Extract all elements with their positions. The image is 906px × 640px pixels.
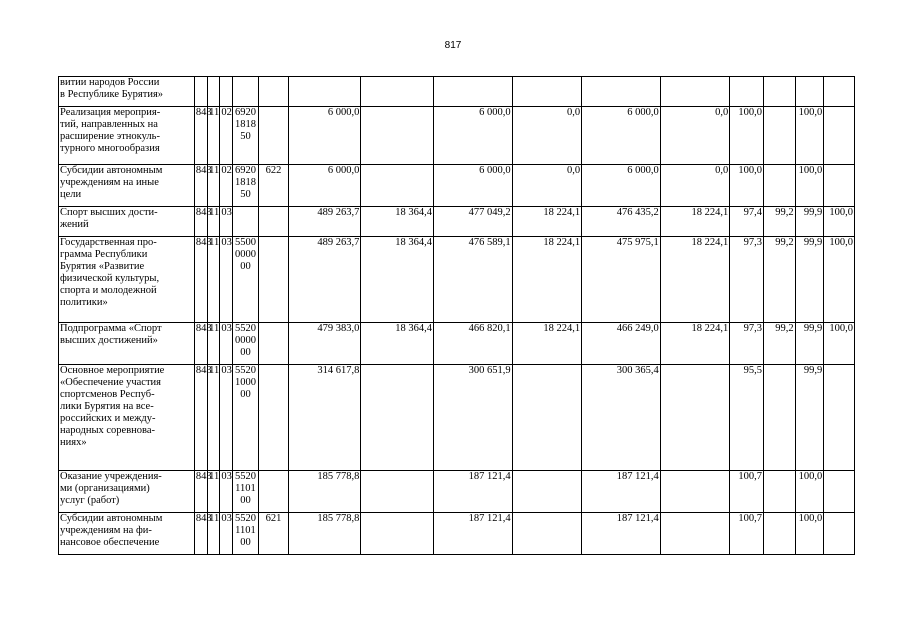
table-cell: 843 [194, 323, 207, 365]
table-cell [232, 207, 259, 237]
table-cell [259, 207, 289, 237]
table-cell: 622 [259, 165, 289, 207]
row-name-cell: Основное мероприятие «Обеспечение участия спортсменов Респуб- лики Бурятия на все- российских и между- народных соревнова- ниях» [59, 365, 195, 471]
row-name-cell: Оказание учреждения- ми (организациями) услуг (работ) [59, 471, 195, 513]
table-cell: 11 [208, 165, 220, 207]
table-cell [660, 77, 729, 107]
table-cell [660, 471, 729, 513]
table-cell: 100,0 [730, 107, 764, 165]
table-cell [763, 77, 795, 107]
table-cell: 02 [220, 165, 232, 207]
row-name-cell: витии народов России в Республике Бурятия» [59, 77, 195, 107]
table-cell [763, 513, 795, 555]
table-cell [730, 77, 764, 107]
row-name-cell: Субсидии автономным учреждениям на фи- нансовое обеспечение [59, 513, 195, 555]
table-row [59, 365, 855, 471]
table-cell [361, 77, 434, 107]
row-name-cell: Государственная про- грамма Республики Бурятия «Развитие физической культуры, спорта и молодежной политики» [59, 237, 195, 323]
table-cell: 187 121,4 [582, 513, 661, 555]
table-cell: 187 121,4 [582, 471, 661, 513]
table-cell: 18 364,4 [361, 207, 434, 237]
table-cell: 18 224,1 [512, 207, 581, 237]
table-cell: 100,0 [824, 207, 855, 237]
table-cell: 02 [220, 107, 232, 165]
table-cell [259, 365, 289, 471]
table-cell [763, 365, 795, 471]
table-cell [763, 471, 795, 513]
table-cell: 97,3 [730, 323, 764, 365]
table-cell: 03 [220, 365, 232, 471]
table-cell [824, 77, 855, 107]
table-cell: 03 [220, 237, 232, 323]
table-row [59, 323, 855, 365]
table-cell: 99,9 [795, 237, 824, 323]
table-cell: 0,0 [660, 165, 729, 207]
table-cell: 99,2 [763, 323, 795, 365]
table-cell: 6920 1818 50 [232, 165, 259, 207]
table-cell: 5520 1000 00 [232, 365, 259, 471]
table-cell: 100,0 [795, 165, 824, 207]
table-cell: 843 [194, 207, 207, 237]
table-cell: 11 [208, 323, 220, 365]
table-cell [512, 471, 581, 513]
table-row [59, 513, 855, 555]
table-cell: 5520 0000 00 [232, 323, 259, 365]
table-cell: 843 [194, 471, 207, 513]
table-cell: 03 [220, 323, 232, 365]
table-cell [259, 323, 289, 365]
table-row [59, 207, 855, 237]
table-cell [433, 77, 512, 107]
page-number: 817 [444, 40, 462, 51]
table-cell: 100,0 [824, 237, 855, 323]
table-cell: 99,2 [763, 207, 795, 237]
table-cell: 300 651,9 [433, 365, 512, 471]
table-cell: 5520 1101 00 [232, 471, 259, 513]
table-row [59, 77, 855, 107]
table-cell: 475 975,1 [582, 237, 661, 323]
table-cell [824, 513, 855, 555]
table-cell [259, 77, 289, 107]
table-cell: 18 224,1 [660, 323, 729, 365]
table-cell [361, 471, 434, 513]
table-cell: 11 [208, 365, 220, 471]
table-cell: 99,9 [795, 207, 824, 237]
table-cell: 11 [208, 237, 220, 323]
table-cell: 185 778,8 [288, 513, 361, 555]
table-cell: 187 121,4 [433, 513, 512, 555]
table-cell: 6920 1818 50 [232, 107, 259, 165]
table-cell: 843 [194, 365, 207, 471]
table-cell [259, 471, 289, 513]
table-cell: 18 224,1 [512, 323, 581, 365]
table-cell: 185 778,8 [288, 471, 361, 513]
table-cell [763, 107, 795, 165]
table-cell [259, 107, 289, 165]
table-body [59, 77, 855, 555]
table-cell: 466 820,1 [433, 323, 512, 365]
table-cell: 11 [208, 107, 220, 165]
table-cell: 843 [194, 165, 207, 207]
table-cell: 18 224,1 [660, 207, 729, 237]
table-cell: 187 121,4 [433, 471, 512, 513]
row-name-cell: Подпрограмма «Спорт высших достижений» [59, 323, 195, 365]
table-cell [795, 77, 824, 107]
table-cell: 6 000,0 [582, 107, 661, 165]
row-name-cell: Спорт высших дости- жений [59, 207, 195, 237]
table-cell: 466 249,0 [582, 323, 661, 365]
table-cell: 99,2 [763, 237, 795, 323]
table-cell [660, 513, 729, 555]
table-cell: 11 [208, 207, 220, 237]
table-cell: 0,0 [512, 165, 581, 207]
table-cell [288, 77, 361, 107]
table-cell [824, 107, 855, 165]
table-cell: 476 435,2 [582, 207, 661, 237]
table-cell [763, 165, 795, 207]
budget-table [58, 76, 855, 555]
table-cell: 6 000,0 [582, 165, 661, 207]
table-cell: 18 364,4 [361, 323, 434, 365]
table-row [59, 471, 855, 513]
table-cell: 18 224,1 [660, 237, 729, 323]
table-cell [512, 513, 581, 555]
table-cell: 621 [259, 513, 289, 555]
table-cell [361, 365, 434, 471]
table-cell [220, 77, 232, 107]
table-cell: 18 224,1 [512, 237, 581, 323]
table-cell: 100,0 [730, 165, 764, 207]
table-cell [660, 365, 729, 471]
table-cell [194, 77, 207, 107]
table-cell: 314 617,8 [288, 365, 361, 471]
table-cell [361, 165, 434, 207]
table-cell: 489 263,7 [288, 207, 361, 237]
table-cell [259, 237, 289, 323]
table-cell [824, 471, 855, 513]
table-cell: 11 [208, 471, 220, 513]
table-cell: 100,0 [795, 107, 824, 165]
table-cell: 100,7 [730, 513, 764, 555]
table-cell [232, 77, 259, 107]
table-cell: 476 589,1 [433, 237, 512, 323]
table-cell: 5520 1101 00 [232, 513, 259, 555]
table-cell: 489 263,7 [288, 237, 361, 323]
table-cell: 99,9 [795, 323, 824, 365]
table-cell: 0,0 [512, 107, 581, 165]
table-row [59, 237, 855, 323]
table-row [59, 107, 855, 165]
table-cell: 03 [220, 513, 232, 555]
table-cell: 03 [220, 207, 232, 237]
table-cell: 100,7 [730, 471, 764, 513]
table-cell: 6 000,0 [433, 165, 512, 207]
table-cell: 843 [194, 237, 207, 323]
table-cell [361, 107, 434, 165]
table-cell [582, 77, 661, 107]
table-cell: 97,4 [730, 207, 764, 237]
table-cell: 100,0 [795, 513, 824, 555]
table-cell: 6 000,0 [433, 107, 512, 165]
table-cell: 03 [220, 471, 232, 513]
table-cell: 100,0 [824, 323, 855, 365]
table-cell: 97,3 [730, 237, 764, 323]
table-cell: 477 049,2 [433, 207, 512, 237]
table-cell: 11 [208, 513, 220, 555]
table-cell: 6 000,0 [288, 107, 361, 165]
table-cell [512, 77, 581, 107]
table-cell [361, 513, 434, 555]
table-cell: 0,0 [660, 107, 729, 165]
table-cell: 18 364,4 [361, 237, 434, 323]
table-cell: 479 383,0 [288, 323, 361, 365]
row-name-cell: Реализация мероприя- тий, направленных на расширение этнокуль- турного многообразия [59, 107, 195, 165]
table-cell [824, 165, 855, 207]
table-cell: 843 [194, 107, 207, 165]
table-cell: 95,5 [730, 365, 764, 471]
row-name-cell: Субсидии автономным учреждениям на иные цели [59, 165, 195, 207]
table-cell: 5500 0000 00 [232, 237, 259, 323]
table-cell [512, 365, 581, 471]
table-cell [824, 365, 855, 471]
table-cell: 99,9 [795, 365, 824, 471]
table-cell [208, 77, 220, 107]
table-cell: 100,0 [795, 471, 824, 513]
table-cell: 300 365,4 [582, 365, 661, 471]
table-cell: 6 000,0 [288, 165, 361, 207]
table-row [59, 165, 855, 207]
table-cell: 843 [194, 513, 207, 555]
